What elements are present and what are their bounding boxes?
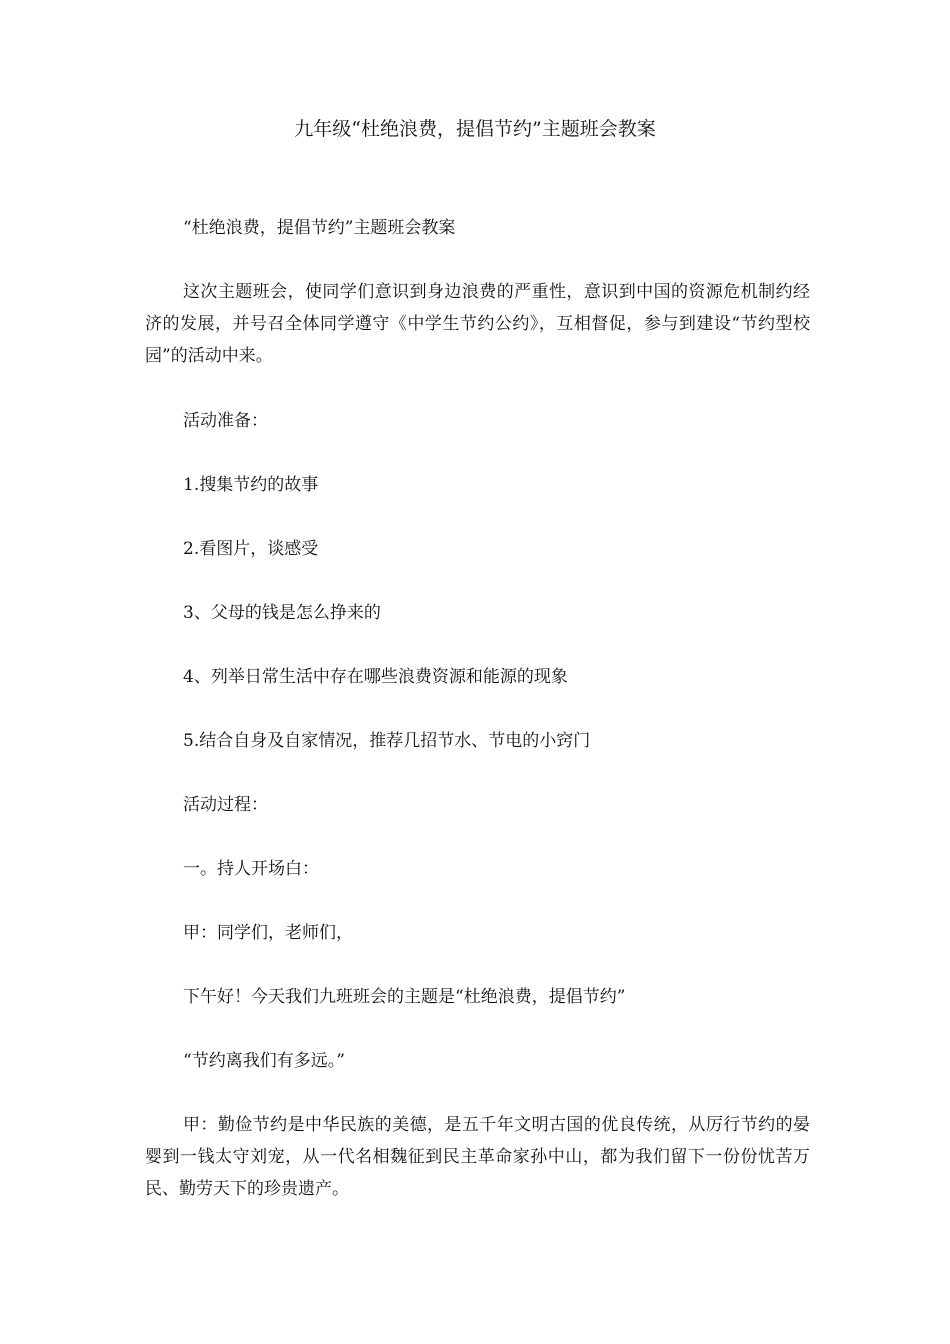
process-heading: 活动过程： — [183, 795, 268, 815]
host-line-1: 甲：同学们，老师们， — [183, 923, 353, 943]
preparation-item-4: 4、列举日常生活中存在哪些浪费资源和能源的现象 — [183, 667, 568, 687]
preparation-heading: 活动准备： — [183, 411, 268, 431]
subtitle-paragraph: “杜绝浪费，提倡节约”主题班会教案 — [183, 218, 456, 238]
document-title: 九年级“杜绝浪费，提倡节约”主题班会教案 — [294, 118, 656, 140]
host-line-2: 下午好！今天我们九班班会的主题是“杜绝浪费，提倡节约” — [183, 987, 626, 1007]
preparation-item-5: 5.结合自身及自家情况，推荐几招节水、节电的小窍门 — [183, 731, 591, 751]
host-line-4: 甲：勤俭节约是中华民族的美德，是五千年文明古国的优良传统，从厉行节约的晏婴到一钱太守刘宠，从一代名相魏征到民主革命家孙中山，都为我们留下一份份忧苦万民、勤劳天下的珍贵遗产。 — [145, 1115, 810, 1199]
host-line-3: “节约离我们有多远。” — [183, 1051, 345, 1071]
preparation-item-3: 3、父母的钱是怎么挣来的 — [183, 603, 381, 623]
intro-paragraph: 这次主题班会，使同学们意识到身边浪费的严重性，意识到中国的资源危机制约经济的发展，并号召全体同学遵守《中学生节约公约》，互相督促，参与到建设“节约型校园”的活动中来。 — [145, 282, 810, 366]
host-opening-heading: 一。持人开场白： — [183, 859, 319, 879]
preparation-item-1: 1.搜集节约的故事 — [183, 475, 319, 495]
preparation-item-2: 2.看图片，谈感受 — [183, 539, 319, 559]
